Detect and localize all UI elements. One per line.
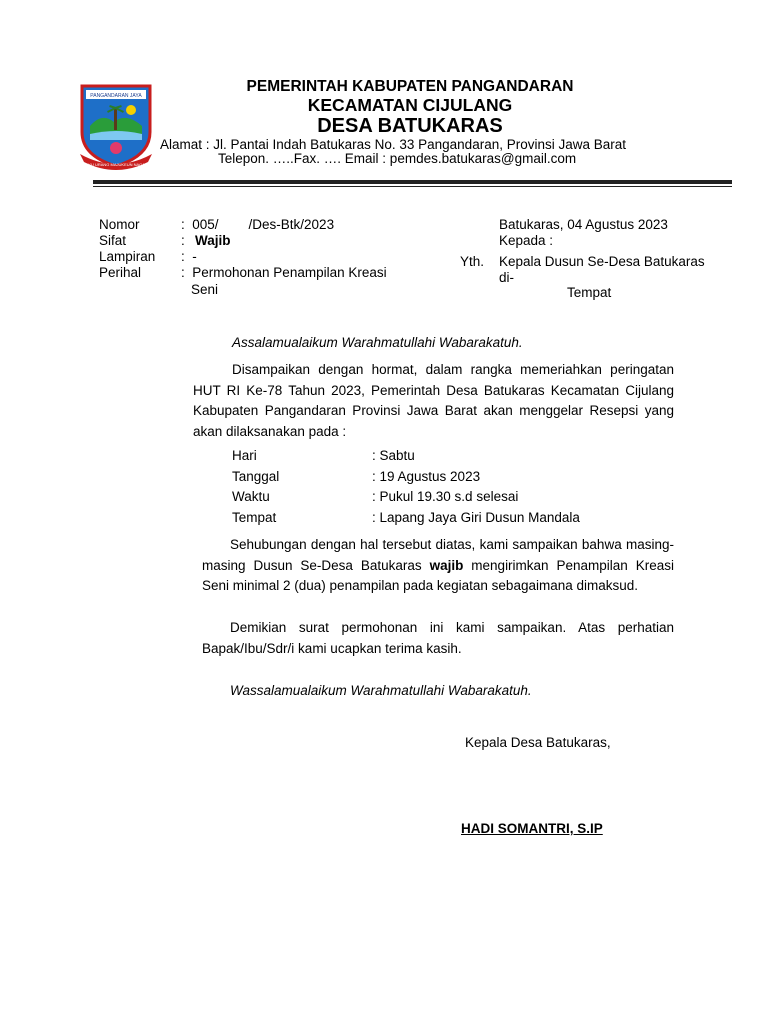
lampiran-label: Lampiran (99, 249, 156, 264)
svg-text:PANGANDARAN JAYA: PANGANDARAN JAYA (90, 93, 142, 99)
recipient-di: di- (499, 270, 515, 285)
schedule-label: Waktu (232, 489, 270, 505)
kop-alamat: Alamat : Jl. Pantai Indah Batukaras No. 33 Pangandaran, Provinsi Jawa Barat (160, 137, 627, 152)
svg-text:HAYU URANG MAJUKEUN NAGARI: HAYU URANG MAJUKEUN NAGARI (83, 162, 149, 167)
schedule-value: : Lapang Jaya Giri Dusun Mandala (372, 510, 580, 526)
schedule-label: Tanggal (232, 468, 280, 484)
schedule-row-hari (232, 446, 580, 467)
sifat-value: Wajib (195, 233, 231, 248)
signature-name: HADI SOMANTRI, S.IP (461, 821, 603, 836)
paragraph-closing: Demikian surat permohonan ini kami sampaikan. Atas perhatian Bapak/Ibu/Sdr/i kami ucapkan terima kasih. (202, 620, 674, 656)
kabupaten-emblem (76, 82, 156, 170)
perihal-label: Perihal (99, 265, 142, 280)
recipient-name: Kepala Dusun Se-Desa Batukaras (499, 254, 705, 269)
lampiran-value: : - (181, 249, 197, 264)
schedule-table (232, 446, 580, 529)
closing-salam: Wassalamualaikum Warahmatullahi Wabarakatuh. (230, 683, 532, 698)
signature-title: Kepala Desa Batukaras, (465, 735, 611, 750)
nomor-label: Nomor (99, 217, 140, 232)
schedule-row-waktu (232, 487, 580, 508)
kop-pemerintah: PEMERINTAH KABUPATEN PANGANDARAN (246, 78, 574, 95)
kepada-label: Kepada : (499, 233, 554, 248)
kop-telepon: Telepon. …..Fax. …. Email : pemdes.batukaras@gmail.com (218, 151, 577, 166)
yth-label: Yth. (460, 254, 485, 269)
schedule-row-tanggal (232, 467, 580, 488)
perihal-value-2: Seni (191, 282, 219, 297)
nomor-value: : 005/ /Des-Btk/2023 (181, 217, 335, 232)
place-date: Batukaras, 04 Agustus 2023 (499, 217, 668, 232)
schedule-label: Tempat (232, 510, 277, 526)
kop-desa: DESA BATUKARAS (317, 115, 503, 137)
schedule-row-tempat (232, 508, 580, 529)
paragraph-request (202, 535, 674, 597)
request-text-bold: wajib (429, 557, 464, 573)
recipient-tempat: Tempat (567, 285, 612, 300)
schedule-label: Hari (232, 448, 257, 463)
kop-kecamatan: KECAMATAN CIJULANG (307, 95, 513, 115)
header-rule-thick (93, 180, 732, 184)
perihal-value-1: : Permohonan Penampilan Kreasi (181, 265, 387, 280)
sifat-colon: : (181, 233, 185, 248)
paragraph-intro: Disampaikan dengan hormat, dalam rangka memeriahkan peringatan HUT RI Ke-78 Tahun 2023, Pemerintah Desa Batukaras Kecamatan Cijulang Kabupaten Pangandaran Provinsi Jawa Barat akan menggelar Resepsi yang akan dilaksanakan pada : (193, 362, 674, 440)
sifat-label: Sifat (99, 233, 127, 248)
request-text-before: Sehubungan dengan hal tersebut diatas, kami sampaikan bahwa masing-masing Dusun Se-Desa Batukaras (202, 537, 674, 573)
schedule-value: : Sabtu (372, 448, 415, 463)
opening-salam: Assalamualaikum Warahmatullahi Wabarakatuh. (232, 335, 523, 350)
header-rule-thin (93, 186, 732, 187)
schedule-value: : Pukul 19.30 s.d selesai (372, 489, 519, 505)
schedule-value: : 19 Agustus 2023 (372, 468, 481, 484)
request-text-after: mengirimkan Penampilan Kreasi Seni minimal 2 (dua) penampilan pada kegiatan sebagaimana dimaksud. (202, 557, 674, 594)
